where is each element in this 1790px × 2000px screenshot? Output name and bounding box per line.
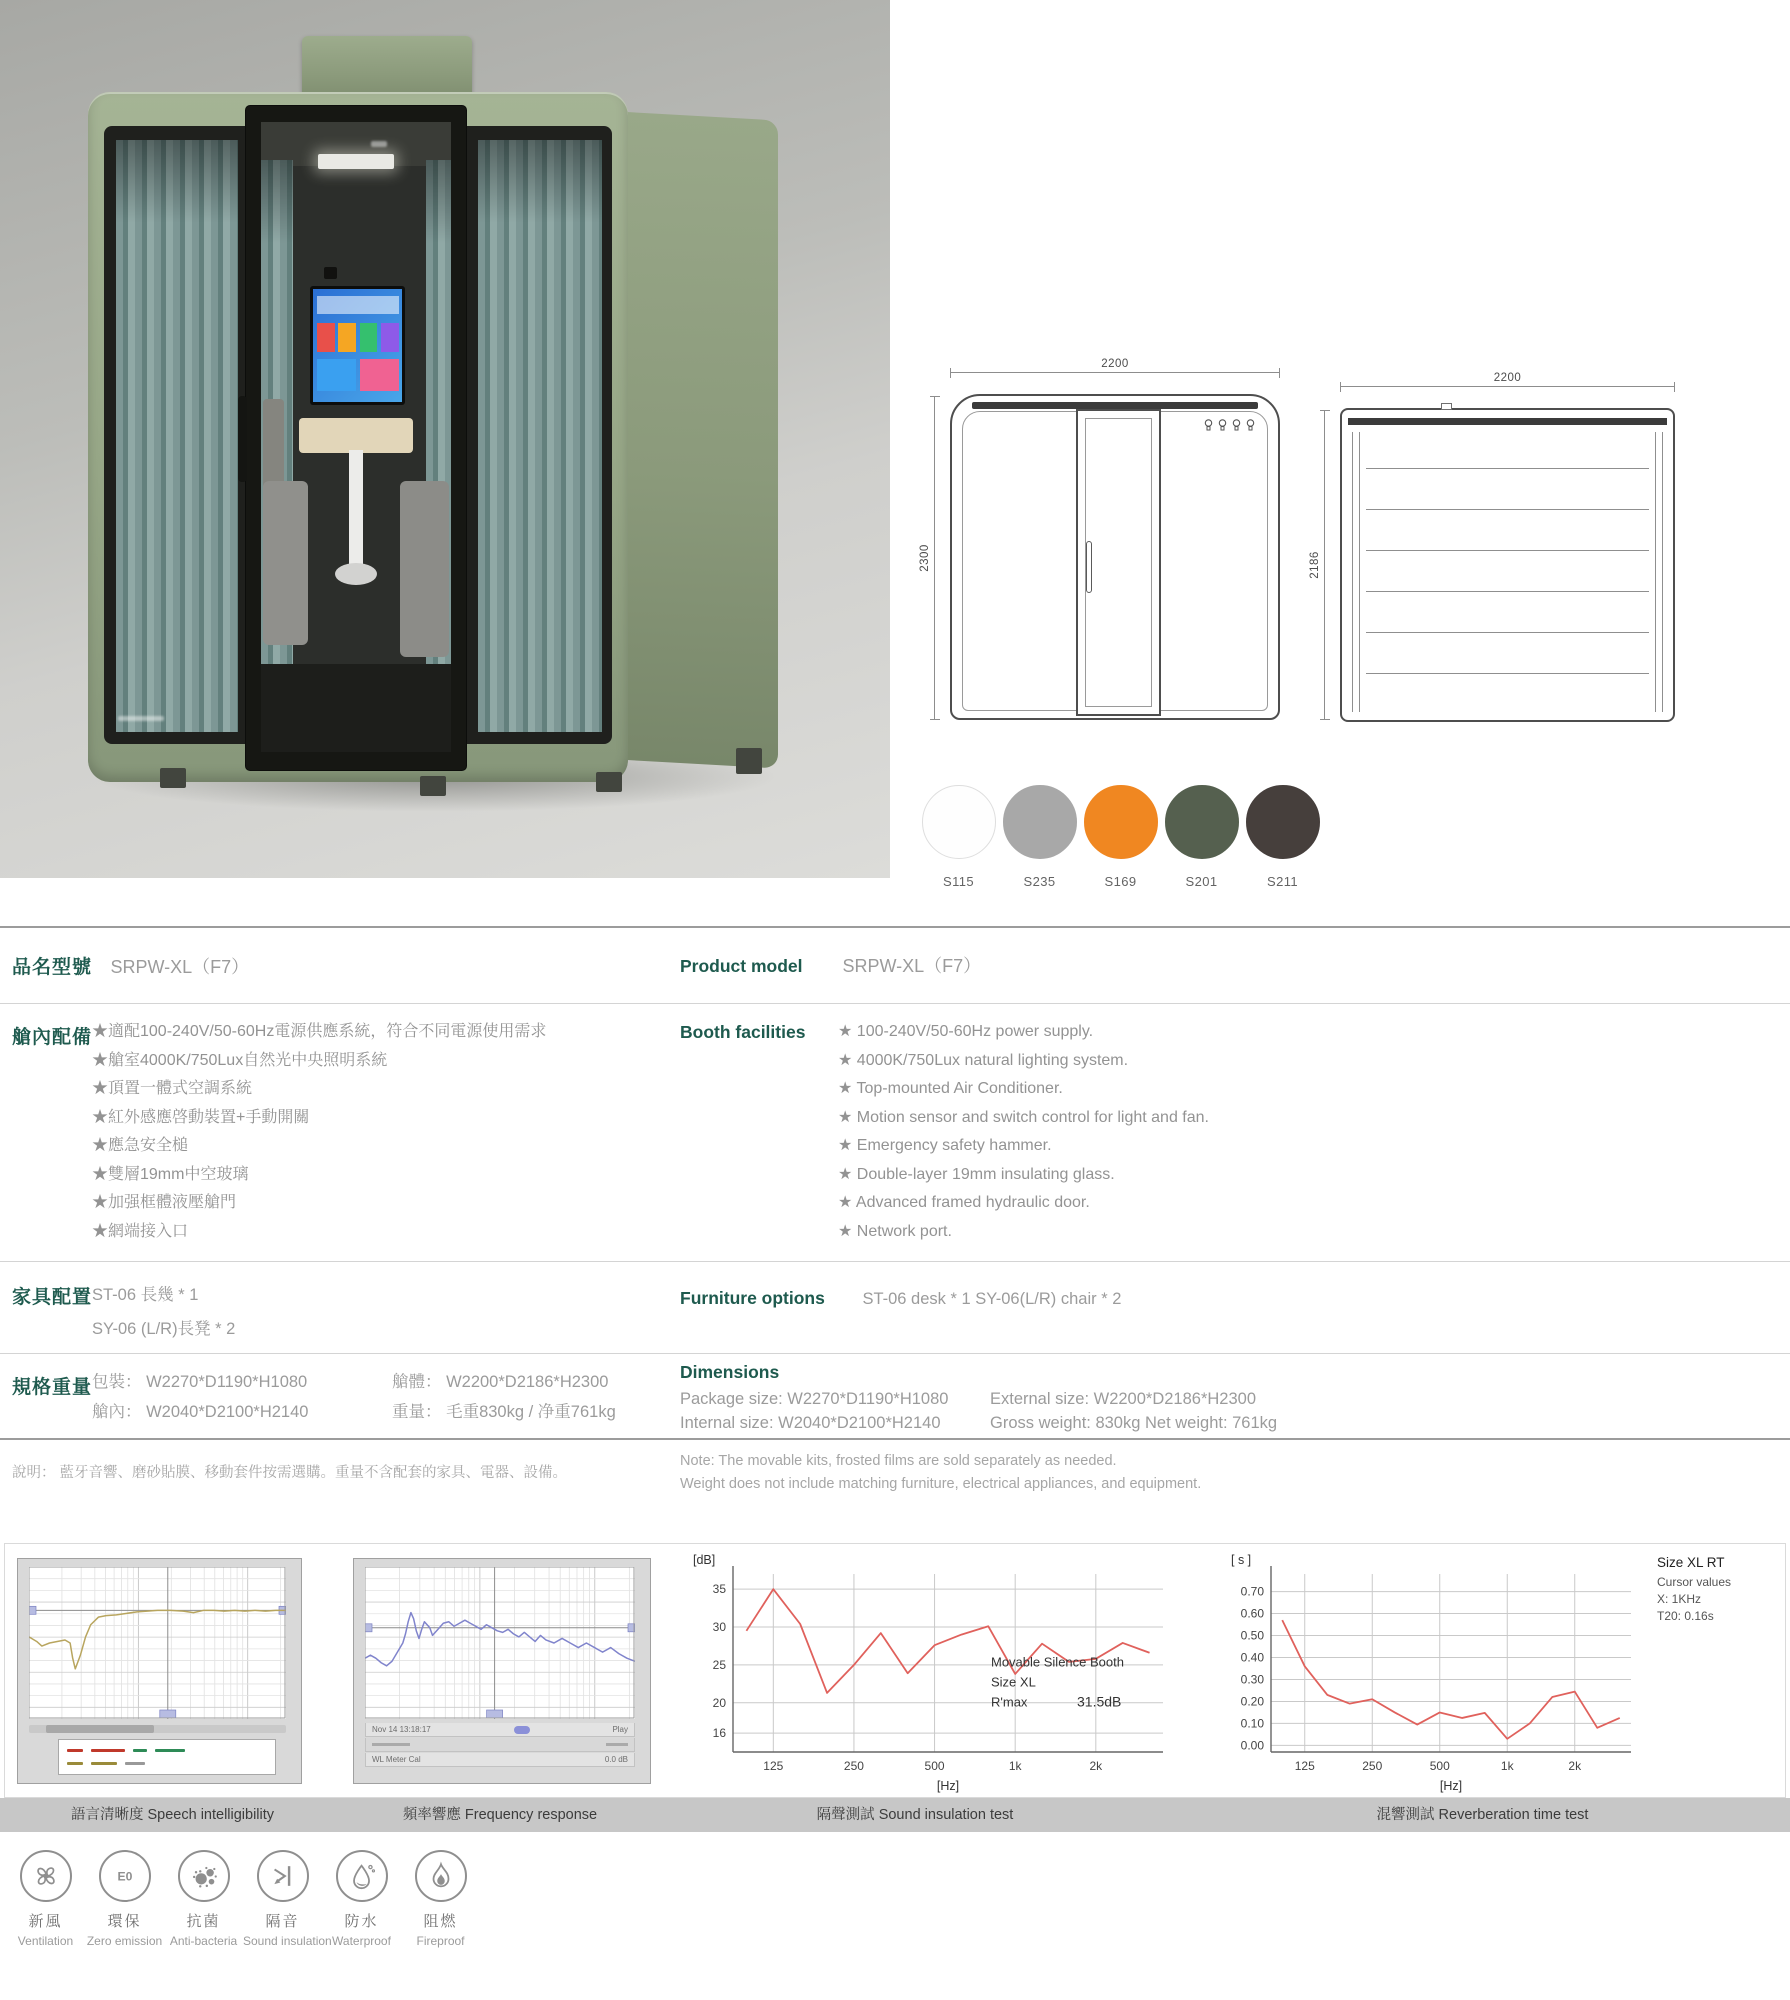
facilities-label-en: Booth facilities	[680, 1022, 806, 1042]
sound-insulation-chart	[685, 1548, 1185, 1796]
row-product-model	[0, 928, 1790, 1004]
booth-foot	[160, 768, 186, 788]
table-base	[335, 563, 377, 585]
light-bulb-icons	[1204, 419, 1255, 432]
spec-table	[0, 926, 1790, 1514]
fireproof-icon	[415, 1850, 467, 1902]
dims-grid-zh	[92, 1368, 616, 1422]
chart-caption: 隔聲測試 Sound insulation test	[816, 1807, 1014, 1823]
svg-text:E0: E0	[117, 1869, 132, 1884]
color-swatches	[918, 785, 1323, 889]
note-zh: 說明： 藍牙音響、磨砂貼膜、移動套件按需選購。重量不含配套的家具、電器、設備。	[12, 1465, 568, 1481]
badge-label-zh: 環保	[107, 1913, 142, 1930]
light-bulb-icon	[1232, 419, 1241, 432]
badge-label-en: Fireproof	[416, 1934, 465, 1948]
speech-intelligibility-chart	[17, 1558, 302, 1784]
svg-text:1k: 1k	[1500, 1759, 1514, 1773]
facility-item-en: ★ Advanced framed hydraulic door.	[838, 1194, 1090, 1211]
booth-foot	[596, 772, 622, 792]
furniture-line-zh: SY-06 (L/R)長凳 * 2	[92, 1320, 236, 1338]
chart-caption: 混響測試 Reverberation time test	[1376, 1807, 1589, 1823]
certification-badges	[6, 1850, 480, 1948]
table-pedestal	[349, 450, 362, 570]
furniture-label-en: Furniture options	[680, 1288, 825, 1308]
row-booth-facilities	[0, 1004, 1790, 1262]
svg-text:[Hz]: [Hz]	[1439, 1779, 1463, 1793]
swatch-color	[1246, 785, 1320, 859]
door-handle-exterior	[238, 396, 247, 482]
bench-left	[263, 481, 309, 645]
furniture-line-zh: ST-06 長幾 * 1	[92, 1286, 199, 1304]
swatch-s169	[1080, 785, 1161, 889]
svg-text:500: 500	[924, 1759, 945, 1773]
dims-cell-zh: 艙內： W2040*D2100*H2140	[92, 1403, 309, 1421]
light-bulb-icon	[1246, 419, 1255, 432]
svg-text:1k: 1k	[1008, 1759, 1022, 1773]
facility-item-zh: ★紅外感應啓動裝置+手動開關	[92, 1108, 310, 1126]
badge-e0	[85, 1850, 164, 1948]
side-top-fitting	[1441, 403, 1452, 410]
badge-fan	[6, 1850, 85, 1948]
swatch-color	[1003, 785, 1077, 859]
row-note	[0, 1440, 1790, 1514]
booth-screen	[310, 286, 405, 406]
svg-text:R'max: R'max	[991, 1694, 1028, 1710]
swatch-s115	[918, 785, 999, 889]
svg-text:0.40: 0.40	[1240, 1650, 1264, 1665]
interior-light	[318, 154, 394, 169]
facility-item-zh: ★雙層19mm中空玻璃	[92, 1165, 249, 1183]
badge-label-en: Ventilation	[17, 1934, 74, 1948]
waterproof-icon	[336, 1850, 388, 1902]
side-view-height-dimension: 2186	[1324, 410, 1325, 720]
swatch-color	[1165, 785, 1239, 859]
trace-legend	[58, 1739, 276, 1775]
badge-label-en: Anti-bacteria	[169, 1934, 238, 1948]
row-furniture	[0, 1262, 1790, 1354]
fan-icon	[20, 1850, 72, 1902]
model-value-zh: SRPW-XL（F7）	[110, 957, 250, 977]
side-view-width-dimension: 2200	[1340, 386, 1675, 387]
front-door-outline	[1076, 409, 1161, 717]
svg-text:16: 16	[712, 1726, 726, 1741]
badge-label-zh: 抗菌	[186, 1913, 221, 1930]
facility-item-zh: ★艙室4000K/750Lux自然光中央照明系統	[92, 1051, 388, 1069]
front-view-drawing	[950, 394, 1280, 720]
svg-text:20: 20	[712, 1695, 726, 1710]
dims-cell-en: Internal size: W2040*D2100*H2140	[680, 1414, 941, 1432]
swatch-code: S201	[1185, 874, 1218, 889]
toolbar-row: WL Meter Cal 0.0 dB	[365, 1753, 635, 1767]
svg-text:0.70: 0.70	[1240, 1584, 1264, 1599]
note-en-line1: Note: The movable kits, frosted films are sold separately as needed.	[680, 1453, 1117, 1469]
chart-caption-bar	[0, 1798, 1790, 1832]
badge-label-zh: 隔音	[265, 1913, 300, 1930]
chart-caption: 頻率響應 Frequency response	[402, 1807, 598, 1823]
note-en-line2: Weight does not include matching furniture, electrical appliances, and equipment.	[680, 1476, 1202, 1492]
badge-fireproof	[401, 1850, 480, 1948]
facility-item-zh: ★適配100-240V/50-60Hz電源供應系統，符合不同電源使用需求	[92, 1023, 547, 1040]
curtain-right	[478, 140, 602, 732]
svg-text:125: 125	[1294, 1759, 1315, 1773]
dims-grid-en	[680, 1390, 1277, 1433]
booth-foot	[736, 748, 762, 774]
toolbar-row: Nov 14 13:18:17 Play	[365, 1723, 635, 1737]
badge-label-en: Sound insulation	[243, 1934, 332, 1948]
svg-text:[ s ]: [ s ]	[1231, 1553, 1252, 1567]
side-roof-bar	[1348, 418, 1667, 425]
light-bulb-icon	[1218, 419, 1227, 432]
facility-item-en: ★ 100-240V/50-60Hz power supply.	[838, 1023, 1094, 1040]
badge-label-zh: 防水	[344, 1913, 379, 1930]
svg-text:Size XL: Size XL	[991, 1674, 1036, 1690]
bacteria-icon	[178, 1850, 230, 1902]
dims-label-zh: 規格重量	[12, 1377, 93, 1398]
brand-logo-small	[118, 716, 164, 721]
badge-bacteria	[164, 1850, 243, 1948]
swatch-code: S235	[1023, 874, 1056, 889]
svg-text:2k: 2k	[1089, 1759, 1103, 1773]
facility-item-zh: ★加强框體液壓艙門	[92, 1194, 237, 1211]
svg-text:35: 35	[712, 1582, 726, 1597]
swatch-color	[1084, 785, 1158, 859]
swatch-color	[922, 785, 996, 859]
svg-text:31.5dB: 31.5dB	[1077, 1693, 1122, 1710]
booth-roof-ac-unit	[302, 36, 472, 100]
svg-text:0.10: 0.10	[1240, 1716, 1264, 1731]
swatch-code: S115	[943, 874, 974, 889]
scrollbar-thumb	[46, 1725, 154, 1733]
reverberation-time-chart	[1223, 1548, 1653, 1796]
svg-text:0.60: 0.60	[1240, 1606, 1264, 1621]
frequency-response-chart	[353, 1558, 651, 1784]
front-door-handle	[1086, 541, 1092, 593]
facilities-list-en	[838, 1018, 1209, 1246]
svg-text:[dB]: [dB]	[693, 1553, 716, 1567]
booth-side-panel	[618, 112, 778, 769]
side-view-drawing	[1340, 408, 1675, 722]
badge-waterproof	[322, 1850, 401, 1948]
facility-item-en: ★ Top-mounted Air Conditioner.	[838, 1080, 1063, 1097]
dims-cell-en: External size: W2200*D2186*H2300	[990, 1390, 1256, 1408]
facility-item-zh: ★應急安全槌	[92, 1137, 189, 1154]
booth-door	[246, 106, 466, 770]
brand-logo	[371, 141, 387, 147]
front-view-height-dimension: 2300	[934, 396, 935, 720]
light-bulb-icon	[1204, 419, 1213, 432]
badge-label-zh: 阻燃	[423, 1913, 458, 1930]
dims-cell-en: Package size: W2270*D1190*H1080	[680, 1390, 949, 1408]
swatch-code: S211	[1267, 874, 1298, 889]
dims-cell-en: Gross weight: 830kg Net weight: 761kg	[990, 1414, 1278, 1432]
charts-panel	[4, 1543, 1786, 1798]
badge-label-en: Waterproof	[332, 1934, 391, 1948]
facilities-list-zh	[92, 1018, 546, 1246]
curtain-left	[116, 140, 238, 732]
badge-label-zh: 新風	[28, 1913, 63, 1930]
svg-text:30: 30	[712, 1620, 726, 1635]
svg-text:500: 500	[1429, 1759, 1450, 1773]
sound-insulation-icon	[257, 1850, 309, 1902]
swatch-s201	[1161, 785, 1242, 889]
model-value-en: SRPW-XL（F7）	[842, 956, 982, 976]
svg-text:0.30: 0.30	[1240, 1672, 1264, 1687]
dims-cell-zh: 重量： 毛重830kg / 净重761kg	[392, 1403, 616, 1421]
badge-label-en: Zero emission	[86, 1934, 163, 1948]
product-photo	[0, 0, 890, 878]
dims-cell-zh: 包裝： W2270*D1190*H1080	[92, 1373, 308, 1391]
dims-cell-zh: 艙體： W2200*D2186*H2300	[392, 1373, 609, 1391]
furniture-lines-zh	[92, 1278, 235, 1346]
facility-item-zh: ★頂置一體式空調系統	[92, 1080, 253, 1097]
model-label-en: Product model	[680, 956, 803, 976]
booth-foot	[420, 776, 446, 796]
swatch-s235	[999, 785, 1080, 889]
swatch-code: S169	[1104, 874, 1137, 889]
facilities-label-zh: 艙內配備	[12, 1027, 93, 1048]
video-camera	[324, 267, 337, 280]
row-dimensions	[0, 1354, 1790, 1440]
facility-item-en: ★ Motion sensor and switch control for light and fan.	[838, 1108, 1209, 1126]
interior-floor	[261, 664, 451, 752]
model-label-zh: 品名型號	[12, 957, 93, 978]
svg-text:2k: 2k	[1568, 1759, 1582, 1773]
svg-text:25: 25	[712, 1657, 726, 1672]
svg-text:[Hz]: [Hz]	[936, 1779, 960, 1793]
facility-item-zh: ★網端接入口	[92, 1222, 189, 1240]
bench-right	[400, 481, 449, 657]
swatch-s211	[1242, 785, 1323, 889]
facility-item-en: ★ Network port.	[838, 1222, 952, 1240]
furniture-value-en: ST-06 desk * 1 SY-06(L/R) chair * 2	[862, 1290, 1122, 1308]
rt-chart-legend: Size XL RT Cursor values X: 1KHz T20: 0.16s	[1657, 1554, 1782, 1625]
chart-caption: 語言清晰度 Speech intelligibility	[70, 1807, 275, 1823]
facility-item-en: ★ Double-layer 19mm insulating glass.	[838, 1165, 1115, 1183]
facility-item-en: ★ 4000K/750Lux natural lighting system.	[838, 1051, 1129, 1069]
e0-icon	[99, 1850, 151, 1902]
rt-legend-title: Size XL RT	[1657, 1555, 1725, 1570]
toolbar-row	[365, 1738, 635, 1752]
svg-text:250: 250	[843, 1759, 864, 1773]
svg-text:125: 125	[763, 1759, 784, 1773]
svg-text:0.50: 0.50	[1240, 1628, 1264, 1643]
booth-door-glass	[261, 122, 451, 752]
svg-text:Movable Silence Booth: Movable Silence Booth	[991, 1654, 1124, 1670]
badge-sound-insulation	[243, 1850, 332, 1948]
svg-text:0.00: 0.00	[1240, 1738, 1264, 1753]
furniture-label-zh: 家具配置	[12, 1287, 93, 1308]
dims-label-en: Dimensions	[680, 1362, 780, 1382]
front-view-width-dimension: 2200	[950, 372, 1280, 373]
svg-text:0.20: 0.20	[1240, 1694, 1264, 1709]
facility-item-en: ★ Emergency safety hammer.	[838, 1137, 1052, 1154]
interior-table	[299, 418, 413, 453]
svg-text:250: 250	[1362, 1759, 1383, 1773]
